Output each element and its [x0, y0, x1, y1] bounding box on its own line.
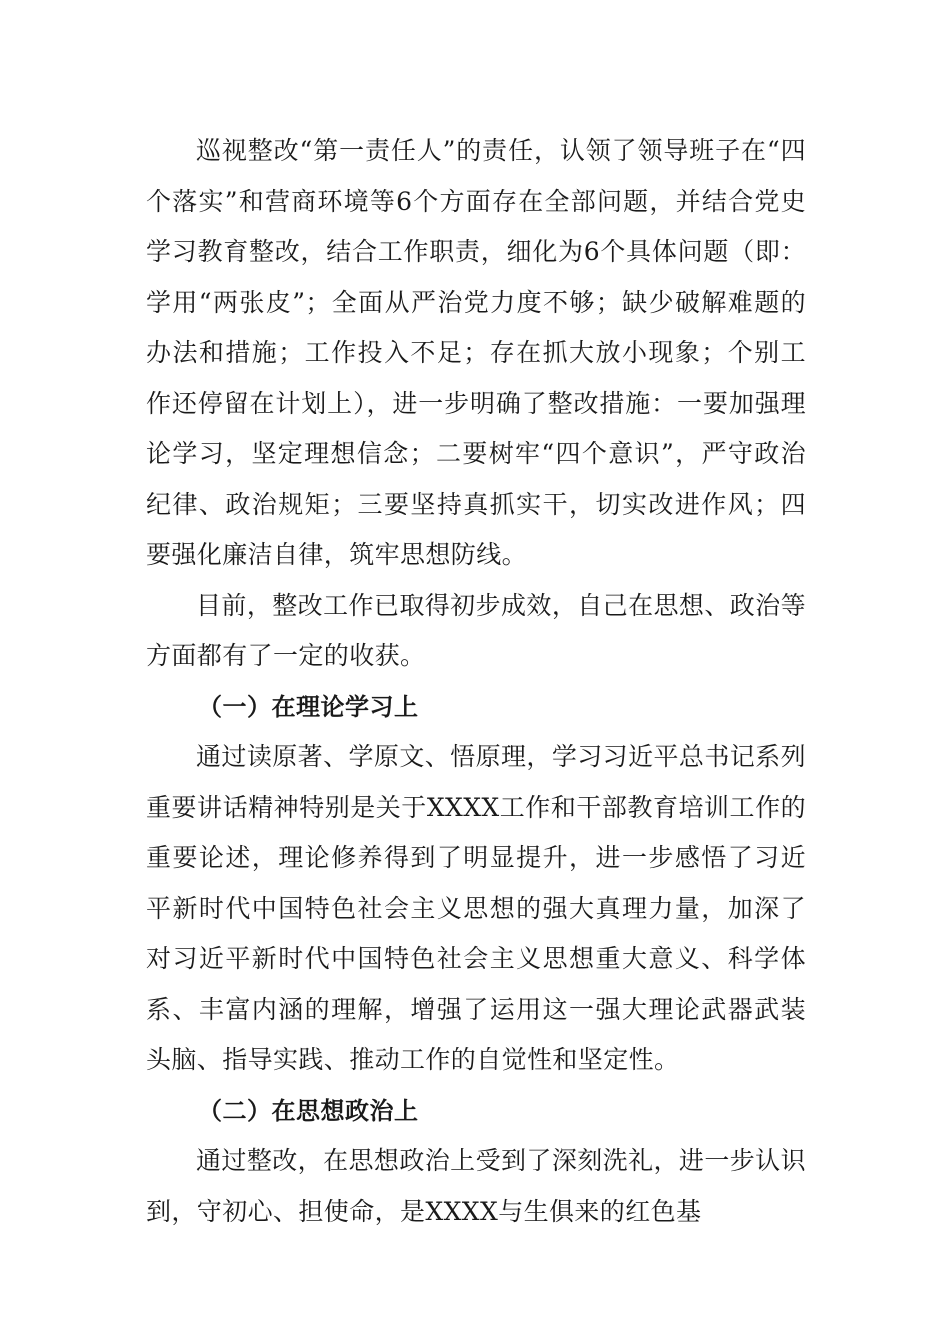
paragraph-initial-results: 目前，整改工作已取得初步成效，自己在思想、政治等方面都有了一定的收获。 — [146, 590, 806, 670]
paragraph-rectification-responsibility: 巡视整改“第一责任人”的责任，认领了领导班子在“四个落实”和营商环境等6个方面存在全部问题，并结合党史学习教育整改，结合工作职责，细化为6个具体问题（即：学用“两张皮”；全面从严治党力度不够；缺少破解难题的办法和措施；工作投入不足；存在抓大放小现象；个别工作还停留在计划上），进一步明确了整改措施：一要加强理论学习，坚定理想信念；二要树牢“四个意识”，严守政治纪律、政治规矩；三要坚持真抓实干，切实改进作风；四要强化廉洁自律，筑牢思想防线。 — [146, 136, 806, 569]
heading-ideological-politics: （二）在思想政治上 — [198, 1096, 419, 1125]
paragraph-ideological-politics: 通过整改，在思想政治上受到了深刻洗礼，进一步认识到，守初心、担使命，是XXXX与生俱来的红色基 — [146, 1146, 806, 1226]
heading-theory-study: （一）在理论学习上 — [198, 692, 419, 721]
paragraph-theory-study: 通过读原著、学原文、悟原理，学习习近平总书记系列重要讲话精神特别是关于XXXX工作和干部教育培训工作的重要论述，理论修养得到了明显提升，进一步感悟了习近平新时代中国特色社会主义思想的强大真理力量，加深了对习近平新时代中国特色社会主义思想重大意义、科学体系、丰富内涵的理解，增强了运用这一强大理论武器武装头脑、指导实践、推动工作的自觉性和坚定性。 — [146, 742, 806, 1074]
document-page — [146, 126, 806, 1237]
